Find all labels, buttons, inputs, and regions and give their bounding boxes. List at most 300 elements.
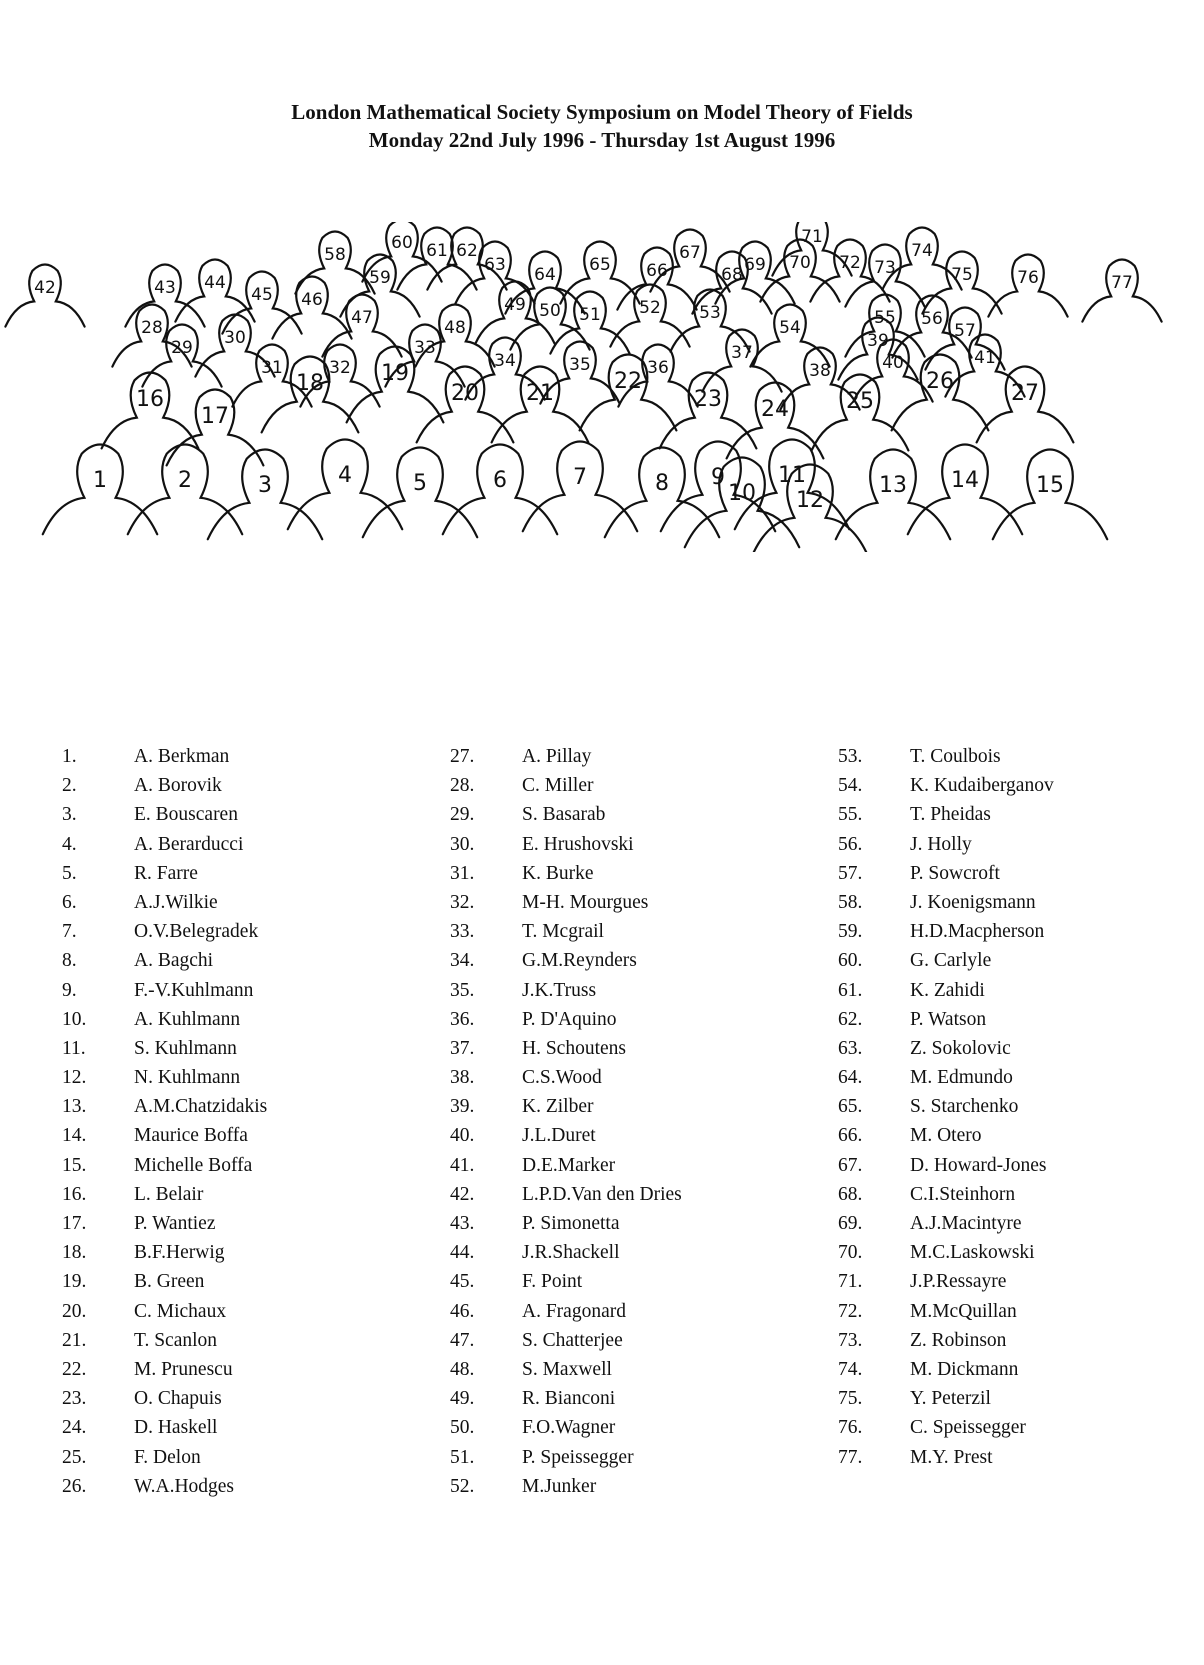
- key-entry: [62, 1443, 267, 1472]
- person-number-label: 64: [534, 265, 556, 285]
- key-entry-number: 70.: [838, 1242, 863, 1264]
- key-entry-number: 36.: [450, 1008, 475, 1030]
- key-entry-name: C. Michaux: [134, 1300, 227, 1322]
- key-entry-name: D.E.Marker: [522, 1154, 616, 1176]
- key-entry-name: F. Point: [522, 1271, 583, 1293]
- group-photo-key-sketch: [0, 222, 1204, 552]
- person-number-label: 38: [809, 361, 831, 381]
- key-entry-number: 55.: [838, 804, 863, 826]
- key-entry: [62, 830, 267, 859]
- key-entry: [450, 976, 682, 1005]
- key-entry-number: 28.: [450, 775, 475, 797]
- key-entry: [62, 1413, 267, 1442]
- person-number-label: 52: [639, 298, 661, 318]
- key-entry-number: 42.: [450, 1183, 475, 1205]
- key-entry-name: A. Berarducci: [134, 833, 244, 855]
- key-entry-name: S. Basarab: [522, 804, 606, 826]
- key-entry: [838, 1238, 1054, 1267]
- person-number-label: 58: [324, 245, 346, 265]
- key-entry: [838, 1005, 1054, 1034]
- key-entry-number: 25.: [62, 1446, 87, 1468]
- key-entry-name: B.F.Herwig: [134, 1242, 225, 1264]
- key-entry-number: 5.: [62, 862, 77, 884]
- key-entry-number: 9.: [62, 979, 77, 1001]
- key-entry-number: 3.: [62, 804, 77, 826]
- key-entry: [838, 1384, 1054, 1413]
- key-entry-name: L.P.D.Van den Dries: [522, 1183, 682, 1205]
- key-entry-name: A. Bagchi: [134, 950, 214, 972]
- key-entry-number: 56.: [838, 833, 863, 855]
- key-entry-number: 27.: [450, 746, 475, 767]
- key-entry-number: 47.: [450, 1329, 475, 1351]
- key-entry: [450, 1472, 682, 1501]
- key-entry: [450, 1443, 682, 1472]
- key-entry-number: 53.: [838, 746, 863, 767]
- person-number-label: 14: [951, 468, 979, 493]
- key-entry-name: C.S.Wood: [522, 1067, 602, 1089]
- person-number-label: 73: [874, 258, 896, 278]
- person-number-label: 68: [721, 265, 743, 285]
- key-entry-name: E. Hrushovski: [522, 833, 634, 855]
- person-number-label: 54: [779, 318, 801, 338]
- person-number-label: 15: [1036, 473, 1064, 498]
- key-entry-name: J. Holly: [910, 833, 972, 855]
- person-number-label: 62: [456, 241, 478, 261]
- key-entry-number: 1.: [62, 746, 77, 767]
- key-entry: [838, 859, 1054, 888]
- key-entry: [62, 888, 267, 917]
- key-entry-name: M.Y. Prest: [910, 1446, 993, 1468]
- key-entry: [62, 1063, 267, 1092]
- key-entry-name: D. Haskell: [134, 1417, 218, 1439]
- person-number-label: 77: [1111, 273, 1133, 293]
- key-entry-name: Z. Sokolovic: [910, 1037, 1011, 1059]
- person-number-label: 10: [728, 481, 756, 506]
- key-entry-name: S. Maxwell: [522, 1358, 612, 1380]
- key-entry-number: 75.: [838, 1388, 863, 1410]
- person-number-label: 16: [136, 387, 164, 412]
- person-number-label: 24: [761, 397, 789, 422]
- key-entry-name: H.D.Macpherson: [910, 921, 1045, 943]
- person-number-label: 28: [141, 318, 163, 338]
- person-number-label: 42: [34, 278, 56, 298]
- key-entry-number: 66.: [838, 1125, 863, 1147]
- person-number-label: 45: [251, 285, 273, 305]
- key-entry-name: C.I.Steinhorn: [910, 1183, 1016, 1205]
- key-entry-number: 16.: [62, 1183, 87, 1205]
- key-entry-name: W.A.Hodges: [134, 1475, 235, 1497]
- key-entry-name: Z. Robinson: [910, 1329, 1007, 1351]
- person-number-label: 9: [711, 465, 725, 490]
- person-number-label: 34: [494, 351, 516, 371]
- key-entry-name: Maurice Boffa: [134, 1125, 248, 1147]
- key-entry: [62, 1092, 267, 1121]
- key-entry-number: 18.: [62, 1242, 87, 1264]
- key-entry-number: 49.: [450, 1388, 475, 1410]
- key-entry-name: K. Zahidi: [910, 979, 985, 1001]
- key-entry: [62, 1267, 267, 1296]
- key-entry: [838, 830, 1054, 859]
- key-entry-number: 59.: [838, 921, 863, 943]
- person-number-label: 40: [882, 353, 904, 373]
- key-entry-name: J. Koenigsmann: [910, 891, 1036, 913]
- key-entry-number: 20.: [62, 1300, 87, 1322]
- key-entry: [450, 1209, 682, 1238]
- key-entry-number: 12.: [62, 1067, 87, 1089]
- person-number-label: 44: [204, 273, 226, 293]
- person-number-label: 48: [444, 318, 466, 338]
- key-entry-name: T. Coulbois: [910, 746, 1001, 767]
- person-number-label: 50: [539, 301, 561, 321]
- person-number-label: 51: [579, 305, 601, 325]
- key-entry: [62, 1151, 267, 1180]
- person-number-label: 17: [201, 404, 229, 429]
- person-number-label: 72: [839, 253, 861, 273]
- key-entry-number: 65.: [838, 1096, 863, 1118]
- person-number-label: 36: [647, 358, 669, 378]
- person-number-label: 59: [369, 268, 391, 288]
- key-entry-number: 68.: [838, 1183, 863, 1205]
- key-entry-name: O. Chapuis: [134, 1388, 222, 1410]
- key-entry-number: 37.: [450, 1037, 475, 1059]
- person-number-label: 30: [224, 328, 246, 348]
- key-entry-name: N. Kuhlmann: [134, 1067, 241, 1089]
- person-number-label: 31: [261, 358, 283, 378]
- key-entry: [838, 1326, 1054, 1355]
- key-entry-name: P. Sowcroft: [910, 862, 1000, 884]
- key-entry-number: 34.: [450, 950, 475, 972]
- key-entry: [838, 1063, 1054, 1092]
- person-number-label: 29: [171, 338, 193, 358]
- key-entry-name: B. Green: [134, 1271, 205, 1293]
- person-number-label: 2: [178, 468, 192, 493]
- key-entry-number: 35.: [450, 979, 475, 1001]
- person-number-label: 35: [569, 355, 591, 375]
- key-entry: [450, 1151, 682, 1180]
- person-number-label: 66: [646, 261, 668, 281]
- key-entry: [838, 946, 1054, 975]
- key-entry-name: A. Berkman: [134, 746, 230, 767]
- key-entry-number: 58.: [838, 891, 863, 913]
- key-entry-number: 50.: [450, 1417, 475, 1439]
- key-entry: [62, 771, 267, 800]
- key-entry-number: 43.: [450, 1213, 475, 1234]
- key-entry-name: S. Chatterjee: [522, 1329, 623, 1351]
- key-entry-name: G.M.Reynders: [522, 950, 637, 972]
- key-entry-name: A. Borovik: [134, 775, 222, 797]
- person-number-label: 63: [484, 255, 506, 275]
- key-entry-name: P. Wantiez: [134, 1213, 216, 1234]
- key-entry: [450, 1355, 682, 1384]
- person-number-label: 70: [789, 253, 811, 273]
- document-title: London Mathematical Society Symposium on Model Theory of Fields: [291, 100, 913, 124]
- key-entry: [62, 1355, 267, 1384]
- key-entry-number: 6.: [62, 891, 77, 913]
- key-entry-name: F.O.Wagner: [522, 1417, 616, 1439]
- key-entry-number: 61.: [838, 979, 863, 1001]
- key-entry: [838, 1355, 1054, 1384]
- key-entry: [838, 1092, 1054, 1121]
- key-entry: [450, 1413, 682, 1442]
- person-number-label: 57: [954, 321, 976, 341]
- key-entry-number: 8.: [62, 950, 77, 972]
- key-entry: [62, 1034, 267, 1063]
- key-entry-number: 24.: [62, 1417, 87, 1439]
- key-entry-name: J.K.Truss: [522, 979, 597, 1001]
- person-number-label: 21: [526, 381, 554, 406]
- person-number-label: 49: [504, 295, 526, 315]
- key-entry-name: J.R.Shackell: [522, 1242, 620, 1264]
- person-number-label: 76: [1017, 268, 1039, 288]
- key-entry: [62, 976, 267, 1005]
- person-number-label: 71: [801, 227, 823, 247]
- key-entry-name: P. Speissegger: [522, 1446, 634, 1468]
- person-number-label: 75: [951, 265, 973, 285]
- key-entry: [838, 1121, 1054, 1150]
- key-entry-name: M-H. Mourgues: [522, 891, 649, 913]
- key-entry-number: 2.: [62, 775, 77, 797]
- key-entry-number: 23.: [62, 1388, 87, 1410]
- key-entry-number: 7.: [62, 921, 77, 943]
- key-entry: [838, 888, 1054, 917]
- key-entry-name: D. Howard-Jones: [910, 1154, 1047, 1176]
- person-number-label: 33: [414, 338, 436, 358]
- key-entry-number: 67.: [838, 1154, 863, 1176]
- key-entry: [62, 1472, 267, 1501]
- person-number-label: 22: [614, 369, 642, 394]
- key-entry-name: M. Edmundo: [910, 1067, 1013, 1089]
- key-entry: [450, 771, 682, 800]
- person-number-label: 12: [796, 488, 824, 513]
- key-column-2: [450, 742, 682, 1501]
- key-entry-name: A.M.Chatzidakis: [134, 1096, 268, 1118]
- key-entry: [62, 1180, 267, 1209]
- key-entry: [62, 800, 267, 829]
- key-entry-name: K. Zilber: [522, 1096, 594, 1118]
- key-entry-name: Y. Peterzil: [910, 1388, 991, 1410]
- key-entry-number: 22.: [62, 1358, 87, 1380]
- key-entry-number: 46.: [450, 1300, 475, 1322]
- person-number-label: 23: [694, 387, 722, 412]
- key-entry: [450, 830, 682, 859]
- key-entry-name: E. Bouscaren: [134, 804, 238, 826]
- key-entry: [450, 1034, 682, 1063]
- key-entry-number: 48.: [450, 1358, 475, 1380]
- key-entry-name: A. Kuhlmann: [134, 1008, 241, 1030]
- key-entry-number: 11.: [62, 1037, 86, 1059]
- key-entry-name: M.McQuillan: [910, 1300, 1017, 1322]
- key-entry-number: 76.: [838, 1417, 863, 1439]
- key-entry-number: 4.: [62, 833, 77, 855]
- key-entry: [838, 1034, 1054, 1063]
- key-entry-name: C. Miller: [522, 775, 594, 797]
- key-entry-number: 73.: [838, 1329, 863, 1351]
- key-entry-name: M.Junker: [522, 1475, 597, 1497]
- key-entry: [62, 742, 267, 771]
- key-entry-number: 44.: [450, 1242, 475, 1264]
- key-entry-name: F. Delon: [134, 1446, 201, 1468]
- key-entry: [838, 1209, 1054, 1238]
- key-entry: [450, 1005, 682, 1034]
- key-entry-name: C. Speissegger: [910, 1417, 1026, 1439]
- person-number-label: 1: [93, 468, 107, 493]
- key-entry: [62, 917, 267, 946]
- key-entry-name: R. Farre: [134, 862, 198, 884]
- key-entry-number: 13.: [62, 1096, 87, 1118]
- key-entry-name: G. Carlyle: [910, 950, 992, 972]
- key-entry: [450, 1384, 682, 1413]
- key-entry-name: S. Starchenko: [910, 1096, 1019, 1118]
- person-number-label: 19: [381, 361, 409, 386]
- key-entry-number: 72.: [838, 1300, 863, 1322]
- page-header: [0, 98, 1204, 154]
- person-number-label: 11: [778, 463, 806, 488]
- key-entry-name: M.C.Laskowski: [910, 1242, 1035, 1264]
- key-entry: [450, 1297, 682, 1326]
- key-entry: [450, 946, 682, 975]
- key-entry-number: 77.: [838, 1446, 863, 1468]
- key-entry-number: 64.: [838, 1067, 863, 1089]
- key-entry: [62, 1005, 267, 1034]
- person-number-label: 39: [867, 331, 889, 351]
- key-entry-number: 30.: [450, 833, 475, 855]
- person-number-label: 65: [589, 255, 611, 275]
- key-entry-number: 26.: [62, 1475, 87, 1497]
- key-entry-number: 45.: [450, 1271, 475, 1293]
- person-number-label: 61: [426, 241, 448, 261]
- key-entry: [62, 1297, 267, 1326]
- person-number-label: 3: [258, 473, 272, 498]
- key-entry: [450, 1180, 682, 1209]
- key-entry-name: H. Schoutens: [522, 1037, 626, 1059]
- key-entry-name: M. Dickmann: [910, 1358, 1019, 1380]
- key-entry-name: F.-V.Kuhlmann: [134, 979, 254, 1001]
- key-entry-number: 62.: [838, 1008, 863, 1030]
- key-entry-number: 33.: [450, 921, 475, 943]
- key-entry: [450, 742, 682, 771]
- key-entry-number: 31.: [450, 862, 475, 884]
- key-entry: [838, 771, 1054, 800]
- key-entry-name: P. Simonetta: [522, 1213, 620, 1234]
- key-entry-number: 71.: [838, 1271, 863, 1293]
- person-number-label: 53: [699, 303, 721, 323]
- key-entry-name: M. Prunescu: [134, 1358, 233, 1380]
- key-entry-number: 38.: [450, 1067, 475, 1089]
- key-entry-number: 17.: [62, 1213, 87, 1234]
- person-number-label: 20: [451, 381, 479, 406]
- key-entry-number: 54.: [838, 775, 863, 797]
- person-number-label: 37: [731, 343, 753, 363]
- key-entry-name: R. Bianconi: [522, 1388, 616, 1410]
- key-entry-name: J.L.Duret: [522, 1125, 596, 1147]
- key-entry-name: Michelle Boffa: [134, 1154, 253, 1176]
- key-entry: [62, 1326, 267, 1355]
- key-entry-name: K. Burke: [522, 862, 594, 884]
- person-number-label: 47: [351, 308, 373, 328]
- key-column-3: [838, 742, 1054, 1472]
- key-entry: [450, 917, 682, 946]
- key-entry-number: 10.: [62, 1008, 87, 1030]
- person-number-label: 43: [154, 278, 176, 298]
- key-entry-name: A.J.Wilkie: [134, 891, 218, 913]
- person-number-label: 5: [413, 471, 427, 496]
- person-number-label: 6: [493, 468, 507, 493]
- key-entry-number: 32.: [450, 891, 475, 913]
- key-entry: [450, 888, 682, 917]
- key-entry-number: 19.: [62, 1271, 87, 1293]
- key-entry-name: A. Pillay: [522, 746, 592, 767]
- key-entry-number: 63.: [838, 1037, 863, 1059]
- key-entry-number: 21.: [62, 1329, 87, 1351]
- key-entry: [838, 1297, 1054, 1326]
- key-entry-name: P. Watson: [910, 1008, 987, 1030]
- key-entry-number: 40.: [450, 1125, 475, 1147]
- person-number-label: 67: [679, 243, 701, 263]
- key-entry-number: 60.: [838, 950, 863, 972]
- key-entry: [450, 1326, 682, 1355]
- key-entry: [450, 1063, 682, 1092]
- key-entry: [838, 1180, 1054, 1209]
- key-entry: [838, 1151, 1054, 1180]
- key-entry: [450, 859, 682, 888]
- key-entry: [838, 1443, 1054, 1472]
- key-entry: [838, 742, 1054, 771]
- person-number-label: 32: [329, 358, 351, 378]
- key-entry: [62, 859, 267, 888]
- key-entry-number: 51.: [450, 1446, 475, 1468]
- document-dates: Monday 22nd July 1996 - Thursday 1st August 1996: [368, 128, 836, 152]
- person-number-label: 74: [911, 241, 933, 261]
- person-number-label: 55: [874, 308, 896, 328]
- key-entry: [62, 1384, 267, 1413]
- key-entry-number: 41.: [450, 1154, 475, 1176]
- key-entry: [838, 976, 1054, 1005]
- person-number-label: 18: [296, 371, 324, 396]
- key-entry: [62, 1121, 267, 1150]
- key-entry-number: 14.: [62, 1125, 87, 1147]
- person-number-label: 56: [921, 309, 943, 329]
- key-entry-name: T. Mcgrail: [522, 921, 604, 943]
- key-entry: [838, 1267, 1054, 1296]
- person-number-label: 13: [879, 473, 907, 498]
- key-entry: [450, 1092, 682, 1121]
- person-number-label: 27: [1011, 381, 1039, 406]
- person-number-label: 60: [391, 233, 413, 253]
- key-entry: [450, 1121, 682, 1150]
- key-entry-name: L. Belair: [134, 1183, 204, 1205]
- key-entry-name: T. Pheidas: [910, 804, 991, 826]
- key-entry: [450, 1267, 682, 1296]
- key-column-1: [62, 742, 267, 1501]
- key-entry: [62, 1209, 267, 1238]
- person-number-label: 26: [926, 369, 954, 394]
- key-entry-number: 15.: [62, 1154, 87, 1176]
- person-number-label: 7: [573, 465, 587, 490]
- key-entry-number: 29.: [450, 804, 475, 826]
- key-entry-name: A.J.Macintyre: [910, 1213, 1022, 1234]
- key-entry-number: 39.: [450, 1096, 475, 1118]
- person-number-label: 4: [338, 463, 352, 488]
- person-number-label: 41: [974, 348, 996, 368]
- key-entry: [450, 800, 682, 829]
- key-entry-name: S. Kuhlmann: [134, 1037, 237, 1059]
- key-entry-name: O.V.Belegradek: [134, 921, 259, 943]
- key-entry: [838, 1413, 1054, 1442]
- key-entry-number: 52.: [450, 1475, 475, 1497]
- key-entry-name: P. D'Aquino: [522, 1008, 617, 1030]
- key-entry: [62, 1238, 267, 1267]
- person-number-label: 69: [744, 255, 766, 275]
